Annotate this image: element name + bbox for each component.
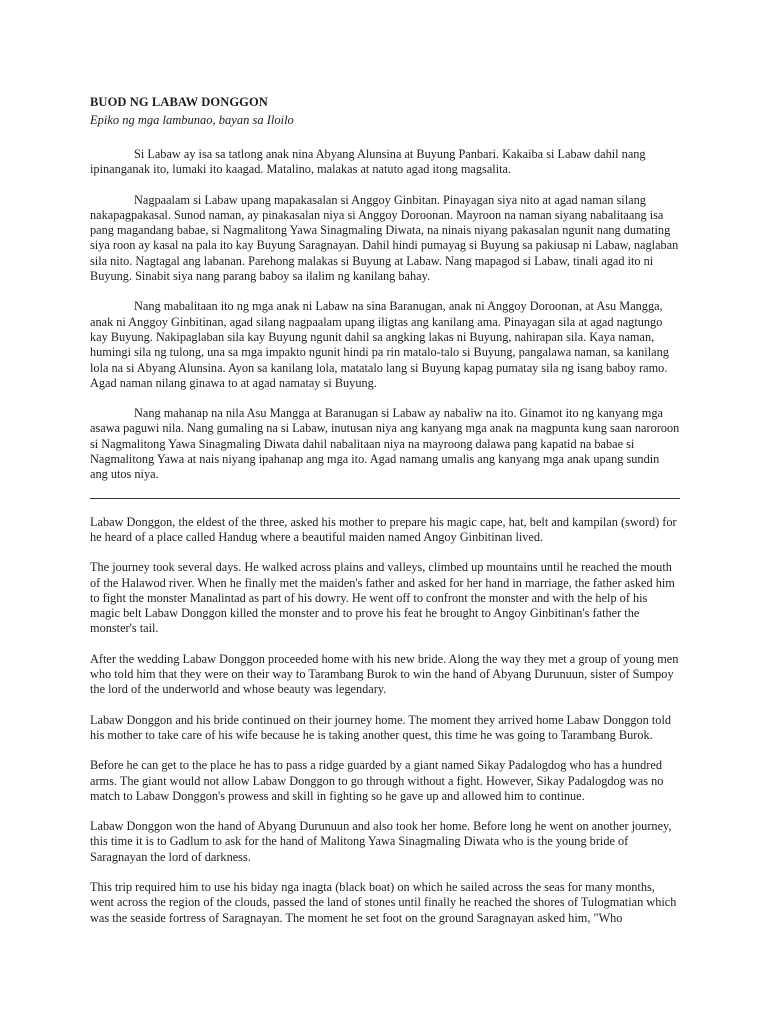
english-paragraph-3: After the wedding Labaw Donggon proceeded home with his new bride. Along the way they met a group of young men who told him that they were on their way to Tarambang Burok to win the hand of Abyang Durunuun, sister of Sumpoy the lord of the underworld and whose beauty was legendary. bbox=[90, 651, 679, 697]
english-paragraph-4: Labaw Donggon and his bride continued on their journey home. The moment they arrived home Labaw Donggon told his mother to take care of his wife because he is taking another quest, this time he was going to Tarambang Burok. bbox=[90, 712, 672, 742]
english-paragraph-7: This trip required him to use his biday nga inagta (black boat) on which he sailed across the seas for many months, went across the region of the clouds, passed the land of stones until finally he reached the shores of Tulogmatian which was the seaside fortress of Saragnayan. The moment he set foot on the ground Saragnayan asked him, "Who bbox=[90, 879, 677, 925]
section-divider bbox=[90, 498, 680, 499]
tagalog-paragraph-2: Nagpaalam si Labaw upang mapakasalan si Anggoy Ginbitan. Pinayagan siya nito at agad naman silang nakapagpakasal. Sunod naman, ay pinakasalan niya si Anggoy Doroonan. Mayroon na naman siyang nabalitaang isa pang magandang babae, si Nagmalitong Yawa Sinagmaling Diwata, na ninais niyang pakasalan ngunit nang dumating siya roon ay kasal na pala ito kay Buyung Saragnayan. Dahil hindi pumayag si Buyung sa pakiusap ni Labaw, naglaban sila nito. Nagtagal ang labanan. Parehong malakas si Buyung at Labaw. Nang mapagod si Labaw, tinali agad ito ni Buyung. Sinabit siya nang parang baboy sa ilalim ng kanilang bahay. bbox=[90, 192, 679, 284]
english-paragraph-5: Before he can get to the place he has to pass a ridge guarded by a giant named Sikay Padalogdog who has a hundred arms. The giant would not allow Labaw Donggon to go through without a fight. However, Sikay Padalogdog was no match to Labaw Donggon's prowess and skill in fighting so he gave up and allowed him to continue. bbox=[90, 758, 664, 803]
english-paragraph-2: The journey took several days. He walked across plains and valleys, climbed up mountains until he reached the mouth of the Halawod river. When he finally met the maiden's father and asked for her hand in marriage, the father asked him to fight the monster Manalintad as part of his dowry. He went off to confront the monster and with the help of his magic belt Labaw Donggon killed the monster and to prove his feat he brought to Angoy Ginbitinan's father the monster's tail. bbox=[90, 560, 675, 636]
tagalog-paragraph-3: Nang mabalitaan ito ng mga anak ni Labaw na sina Baranugan, anak ni Anggoy Doroonan, at Asu Mangga, anak ni Anggoy Ginbitinan, agad silang nagpaalam upang iligtas ang kanilang ama. Pinayagan sila at agad nagtungo kay Buyung. Nakipaglaban sila kay Buyung ngunit dahil sa angking lakas ni Buyung, nahirapan sila. Kaya naman, humingi sila ng tulong, una sa mga impakto ngunit hindi pa rin matalo-talo si Buyung, pangalawa naman, sa kanilang lola na si Abyang Alunsina. Ayon sa kanilang lola, matatalo lang si Buyung kapag pumatay sila ng isang baboy ramo. Agad naman nilang ginawa to at agad namatay si Buyung. bbox=[90, 299, 669, 390]
english-paragraph-1: Labaw Donggon, the eldest of the three, asked his mother to prepare his magic cape, hat, belt and kampilan (sword) for he heard of a place called Handug where a beautiful maiden named Angoy Ginbitinan lived. bbox=[90, 514, 677, 544]
tagalog-paragraph-1: Si Labaw ay isa sa tatlong anak nina Abyang Alunsina at Buyung Panbari. Kakaiba si Labaw dahil nang ipinanganak ito, lumaki ito kaagad. Matalino, malakas at natuto agad itong magsalita. bbox=[90, 147, 646, 177]
english-paragraph-6: Labaw Donggon won the hand of Abyang Durunuun and also took her home. Before long he went on another journey, this time it is to Gadlum to ask for the hand of Malitong Yawa Sinagmaling Diwata who is the young bride of Saragnayan the lord of darkness. bbox=[90, 819, 672, 864]
tagalog-paragraph-4: Nang mahanap na nila Asu Mangga at Baranugan si Labaw ay nabaliw na ito. Ginamot ito ng kanyang mga asawa paguwi nila. Nang gumaling na si Labaw, inutusan niya ang kanyang mga anak na magpunta kung saan naroroon si Nagmalitong Yawa Sinagmaling Diwata dahil nabalitaan niya na mayroong dalawa pang kapatid na babae si Nagmalitong Yawa at nais niyang ipahanap ang mga ito. Agad namang umalis ang kanyang mga anak upang sundin ang utos niya. bbox=[90, 406, 680, 482]
document-title: BUOD NG LABAW DONGGON bbox=[90, 95, 268, 109]
document-subtitle: Epiko ng mga lambunao, bayan sa Iloilo bbox=[90, 113, 294, 127]
